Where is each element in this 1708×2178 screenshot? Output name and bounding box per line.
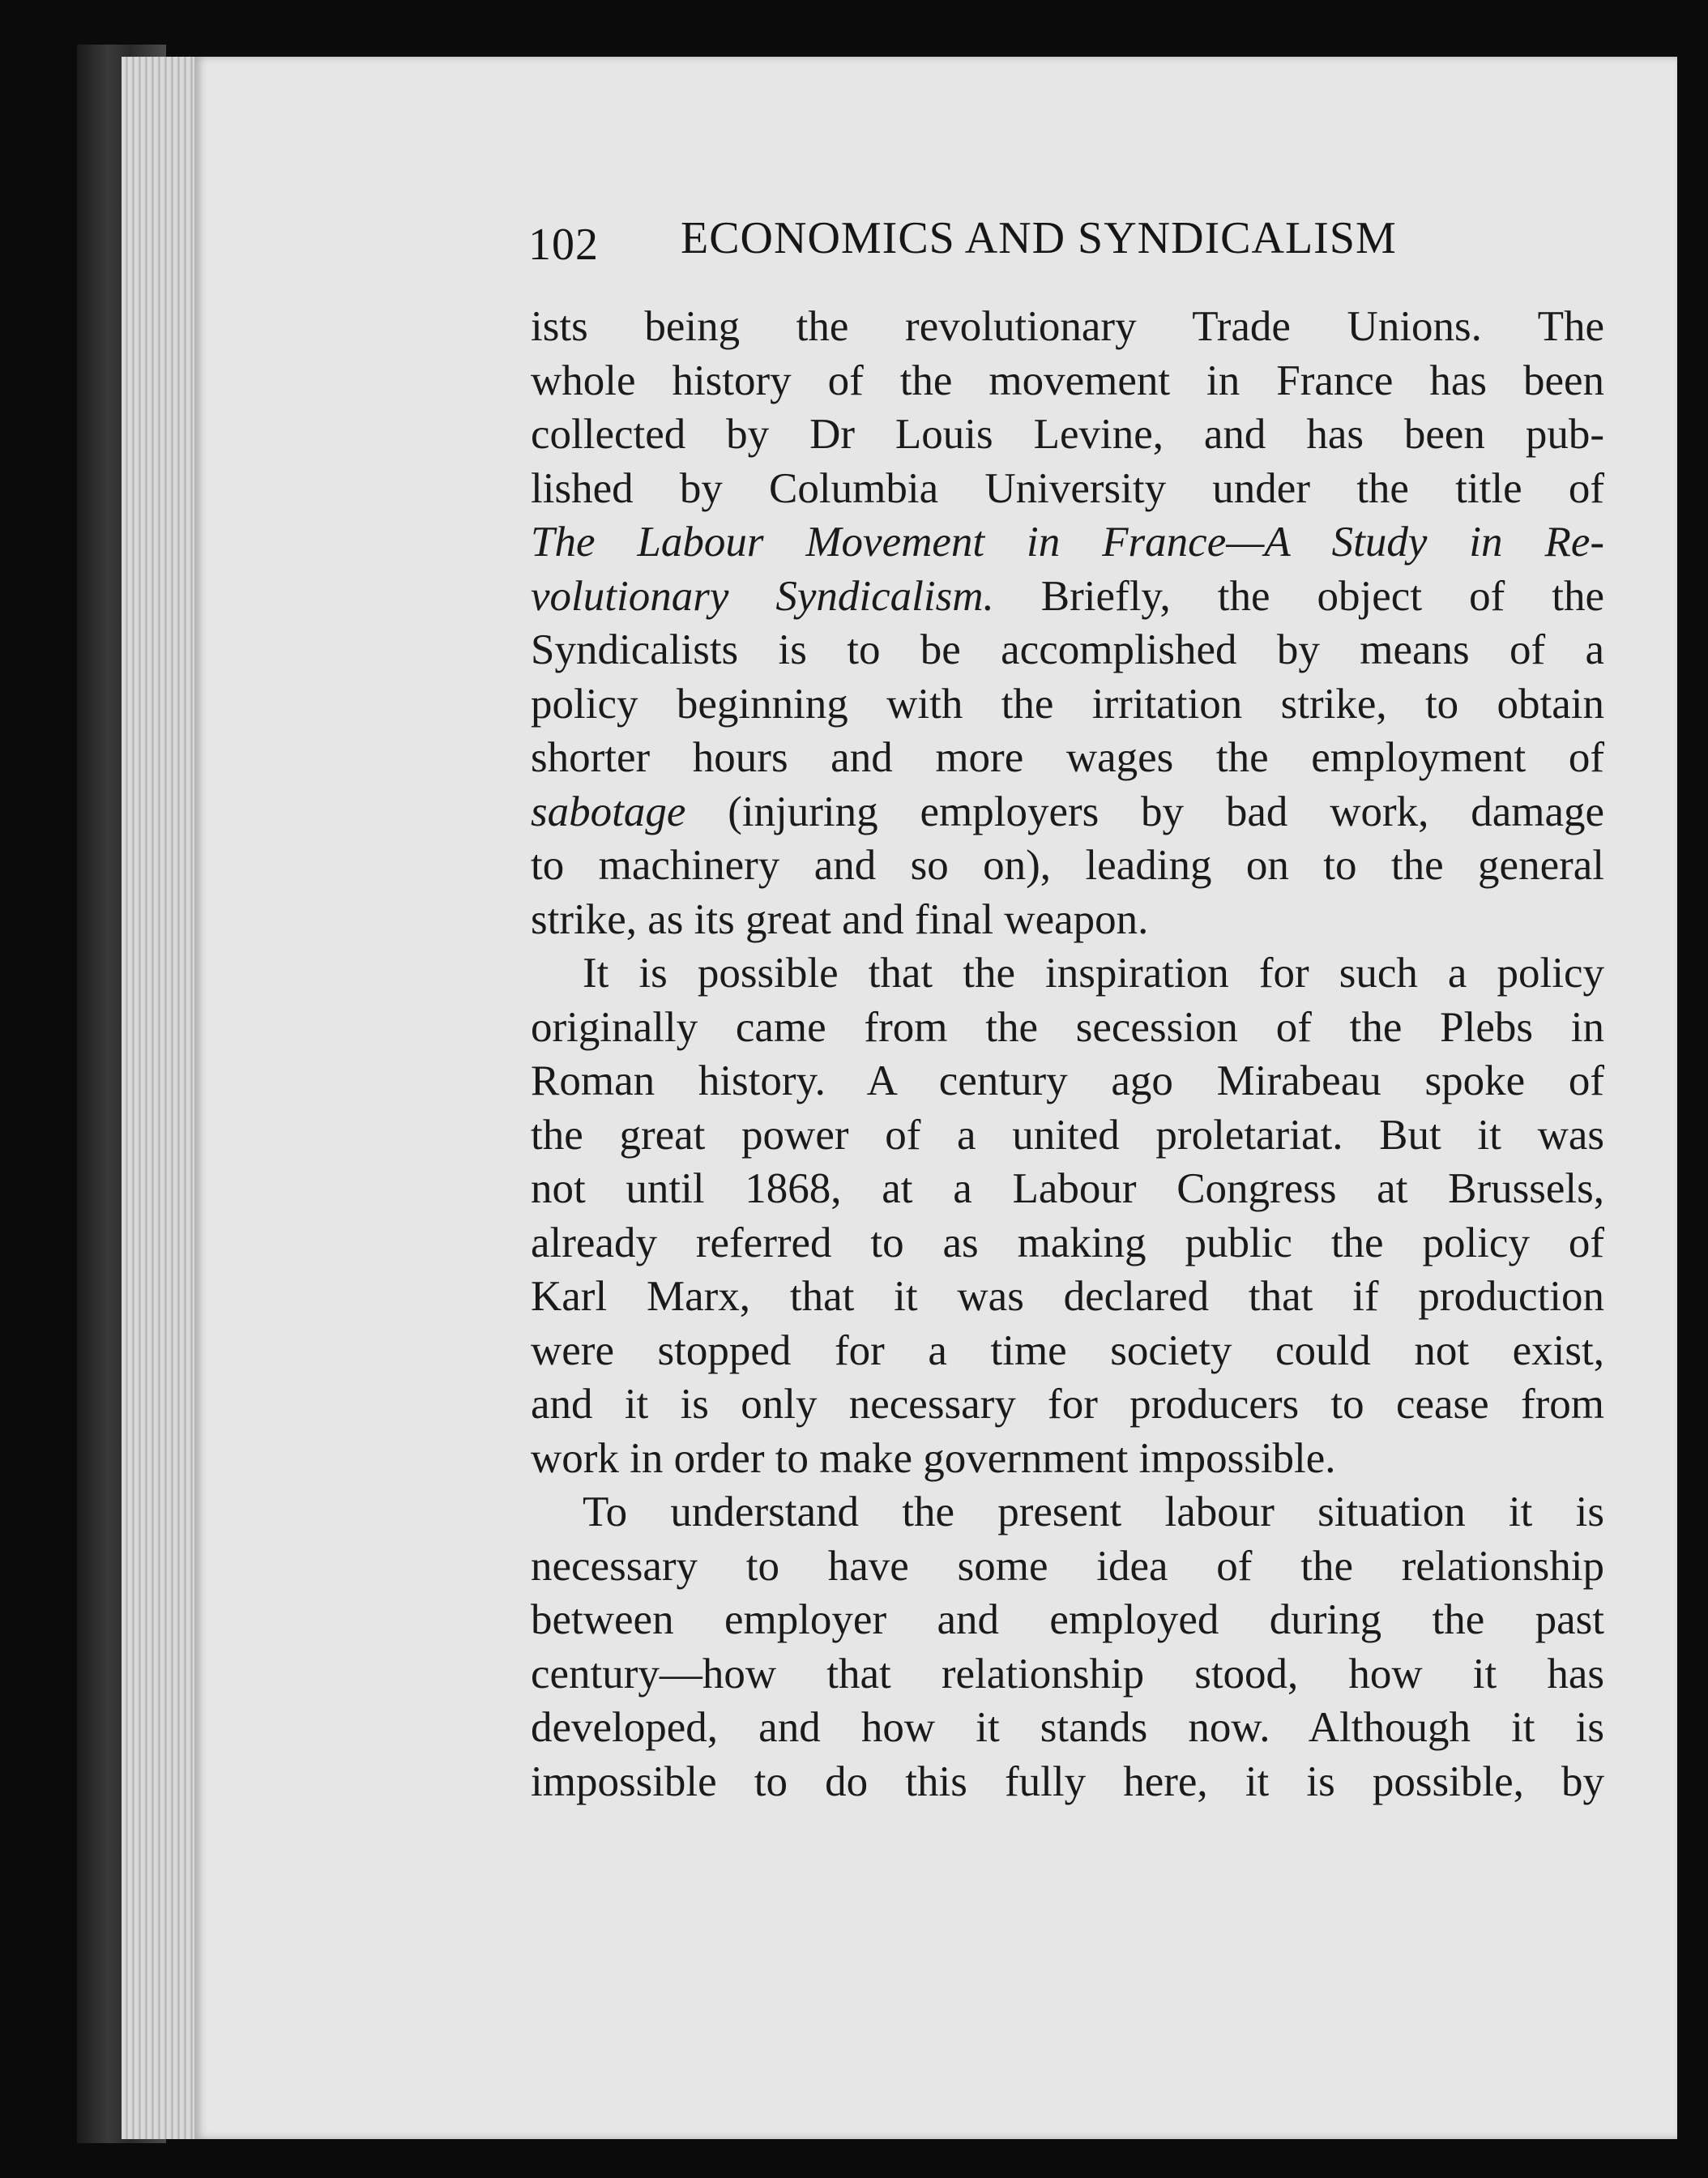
- text-line: [531, 785, 1604, 839]
- italic-book-title: The Labour Movement in France—A Study in Re-: [531, 519, 1604, 566]
- text-line: developed, and how it stands now. Although it is: [531, 1704, 1604, 1751]
- text-line: century—how that relationship stood, how it has: [531, 1650, 1604, 1698]
- text-line: collected by Dr Louis Levine, and has been pub-: [531, 411, 1604, 458]
- text-line: [531, 570, 1604, 624]
- text-line: already referred to as making public the policy of: [531, 1219, 1604, 1266]
- text-line: To understand the present labour situation it is: [583, 1488, 1604, 1535]
- text-line: necessary to have some idea of the relationship: [531, 1542, 1604, 1590]
- text-line: ists being the revolutionary Trade Unions. The: [531, 303, 1604, 350]
- running-header: [528, 212, 1452, 269]
- text-line: work in order to make government impossible.: [531, 1434, 1336, 1482]
- italic-book-title-cont: volutionary Syndicalism.: [531, 572, 994, 620]
- body-text: [531, 300, 1604, 1809]
- italic-term: sabotage: [531, 788, 686, 835]
- text-run: (injuring employers by bad work, damage: [685, 788, 1604, 835]
- text-line: [531, 515, 1604, 570]
- text-line: between employer and employed during the past: [531, 1596, 1604, 1643]
- text-run: Briefly, the object of the: [993, 572, 1604, 620]
- text-line: impossible to do this fully here, it is possible, by: [531, 1757, 1604, 1805]
- text-line: and it is only necessary for producers to cease from: [531, 1381, 1604, 1428]
- text-line: policy beginning with the irritation strike, to obtain: [531, 680, 1604, 728]
- text-line: shorter hours and more wages the employment of: [531, 734, 1604, 781]
- text-line: to machinery and so on), leading on to the general: [531, 842, 1604, 889]
- paragraph-1: [531, 300, 1604, 946]
- text-line: the great power of a united proletariat. But it was: [531, 1111, 1604, 1159]
- text-line: It is possible that the inspiration for such a policy: [583, 950, 1604, 997]
- text-line: not until 1868, at a Labour Congress at Brussels,: [531, 1165, 1604, 1212]
- paragraph-2: [531, 946, 1604, 1485]
- text-line: whole history of the movement in France has been: [531, 357, 1604, 404]
- text-line: Roman history. A century ago Mirabeau spoke of: [531, 1057, 1604, 1104]
- paragraph-3: [531, 1485, 1604, 1809]
- text-line: Syndicalists is to be accomplished by means of a: [531, 626, 1604, 673]
- text-line: originally came from the secession of the Plebs in: [531, 1003, 1604, 1051]
- text-line: strike, as its great and final weapon.: [531, 895, 1149, 943]
- text-line: lished by Columbia University under the title of: [531, 464, 1604, 512]
- text-line: were stopped for a time society could not exist,: [531, 1326, 1604, 1374]
- text-line: Karl Marx, that it was declared that if production: [531, 1273, 1604, 1320]
- running-title: ECONOMICS AND SYNDICALISM: [681, 213, 1397, 263]
- page-number: 102: [528, 220, 599, 270]
